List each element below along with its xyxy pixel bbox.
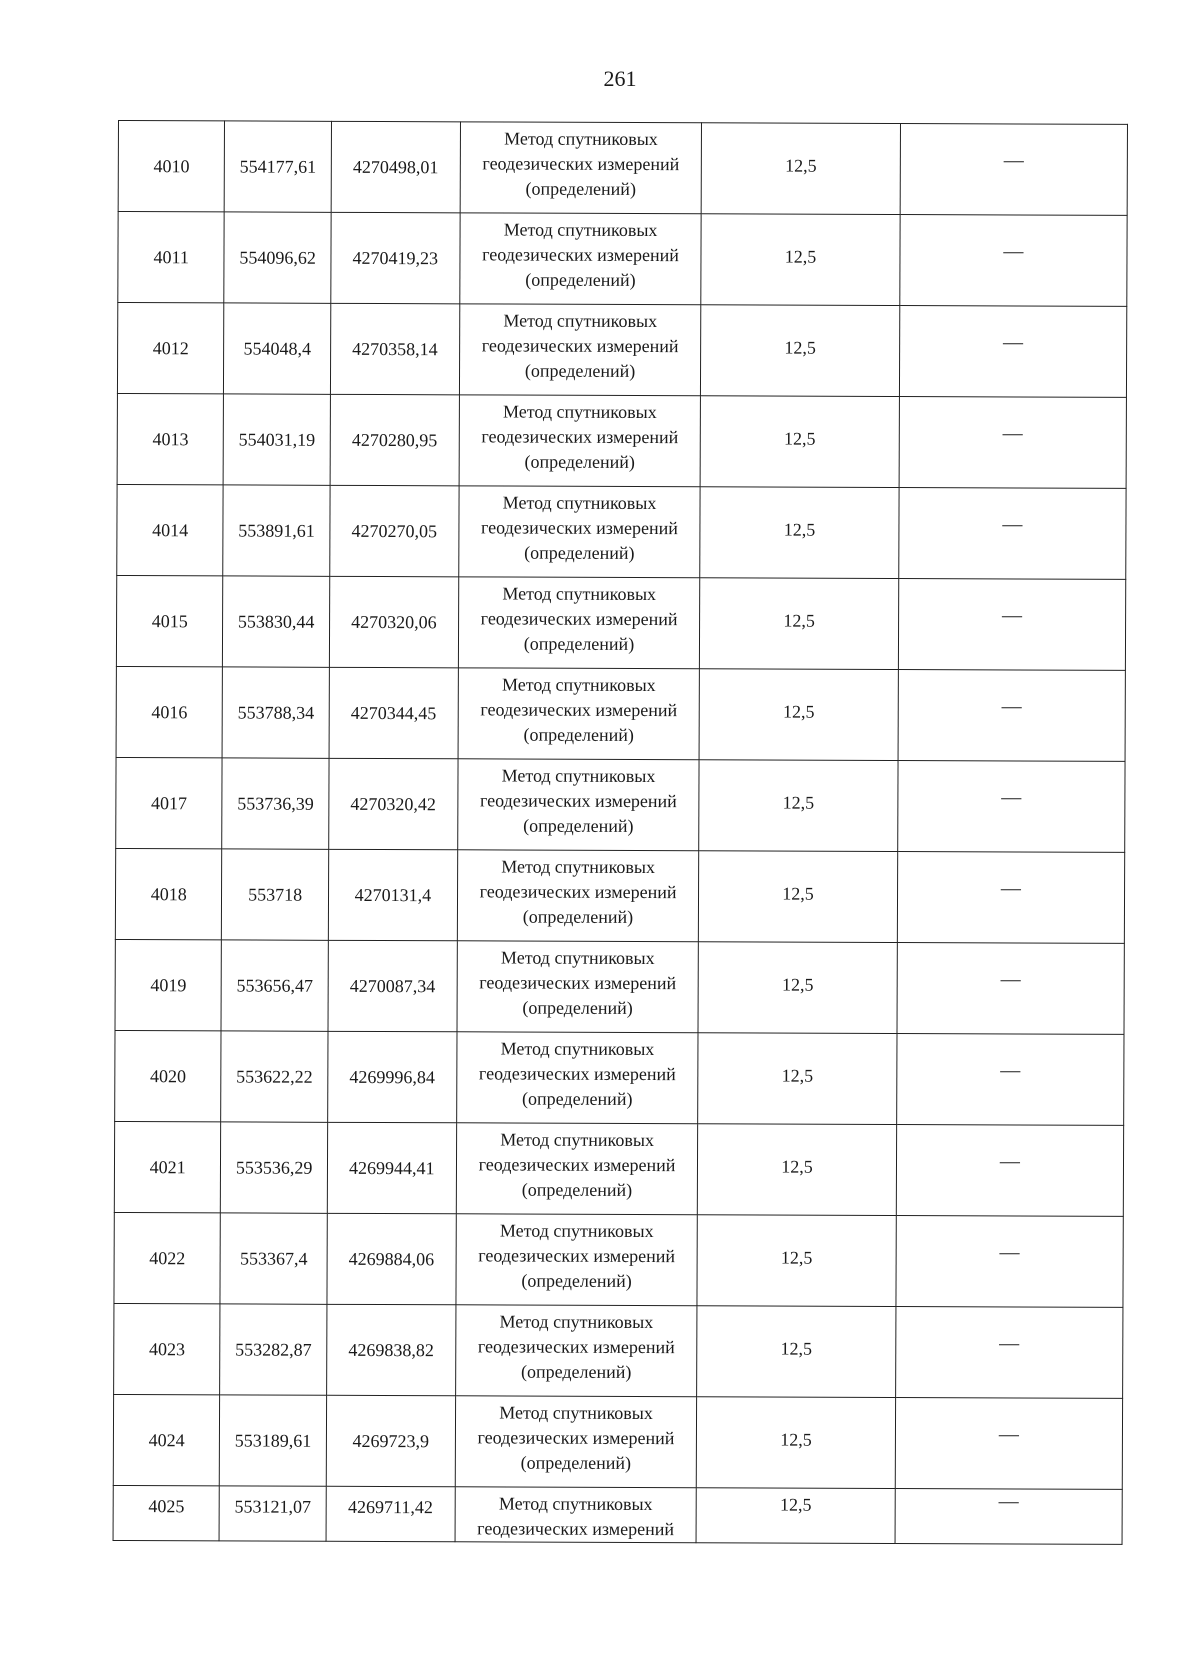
x-coordinate-cell: 554177,61 (225, 121, 332, 212)
accuracy-cell: 12,5 (700, 578, 899, 670)
x-coordinate-cell: 553830,44 (223, 576, 330, 667)
x-coordinate-cell: 554048,4 (224, 303, 331, 394)
note-cell: — (897, 851, 1125, 943)
method-line: геодезических измерений (478, 1245, 676, 1267)
method-line: геодезических измерений (482, 244, 679, 266)
table-row (114, 1212, 1123, 1307)
method-line: геодезических измерений (477, 1518, 675, 1540)
method-cell (459, 395, 701, 487)
note-cell: — (895, 1306, 1123, 1398)
method-line: (определений) (523, 815, 634, 836)
method-cell (455, 1305, 697, 1397)
method-cell (456, 1214, 698, 1306)
x-coordinate-cell: 553367,4 (220, 1213, 327, 1304)
method-line: Метод спутниковых (504, 128, 658, 150)
method-cell (458, 577, 700, 669)
method-line: геодезических измерений (479, 790, 677, 812)
note-cell: — (898, 669, 1126, 761)
method-line: (определений) (521, 1270, 632, 1291)
method-cell (459, 486, 701, 578)
note-cell: — (897, 760, 1125, 852)
method-cell (460, 213, 702, 305)
accuracy-cell: 12,5 (701, 305, 900, 397)
point-number-cell: 4011 (118, 212, 225, 303)
note-cell: — (896, 1033, 1124, 1125)
y-coordinate-cell: 4270344,45 (329, 667, 458, 758)
accuracy-cell: 12,5 (699, 851, 898, 943)
y-coordinate-cell: 4270087,34 (328, 940, 457, 1031)
method-line: геодезических измерений (477, 1427, 675, 1449)
y-coordinate-cell: 4269944,41 (327, 1122, 456, 1213)
note-cell: — (896, 1124, 1124, 1216)
note-cell: — (900, 215, 1128, 307)
method-line: (определений) (524, 360, 636, 381)
accuracy-cell: 12,5 (696, 1488, 895, 1544)
table-row (118, 121, 1127, 216)
point-number-cell: 4010 (118, 121, 225, 212)
coordinates-table (113, 120, 1128, 1545)
table-body (113, 121, 1127, 1545)
accuracy-cell: 12,5 (697, 1397, 896, 1489)
note-cell: — (895, 1397, 1123, 1489)
y-coordinate-cell: 4270320,42 (329, 758, 458, 849)
accuracy-cell: 12,5 (698, 1124, 897, 1216)
method-line: геодезических измерений (481, 426, 679, 448)
table-row (117, 393, 1126, 488)
x-coordinate-cell: 553736,39 (222, 758, 329, 849)
table-row (113, 1485, 1122, 1544)
point-number-cell: 4017 (116, 757, 223, 848)
method-line: (определений) (524, 451, 635, 472)
accuracy-cell: 12,5 (698, 1033, 897, 1125)
method-line: геодезических измерений (481, 517, 678, 539)
method-line: геодезических измерений (477, 1336, 675, 1358)
point-number-cell: 4024 (113, 1394, 220, 1485)
note-cell: — (895, 1488, 1122, 1544)
method-line: Метод спутниковых (503, 219, 658, 241)
table-row (115, 1030, 1124, 1125)
method-line: геодезических измерений (479, 881, 677, 903)
method-line: Метод спутниковых (500, 1038, 655, 1060)
note-cell: — (900, 124, 1128, 216)
method-line: (определений) (520, 1452, 632, 1473)
note-cell: — (898, 579, 1126, 671)
method-line: (определений) (520, 1361, 632, 1382)
method-cell (460, 122, 702, 214)
x-coordinate-cell: 553282,87 (220, 1304, 327, 1395)
method-line: геодезических измерений (482, 153, 680, 175)
note-cell: — (899, 306, 1127, 398)
table-row (115, 939, 1124, 1034)
point-number-cell: 4019 (115, 939, 222, 1030)
accuracy-cell: 12,5 (697, 1306, 896, 1398)
method-line: (определений) (522, 997, 633, 1018)
method-line: Метод спутниковых (498, 1493, 653, 1515)
note-cell: — (899, 488, 1127, 580)
x-coordinate-cell: 553189,61 (220, 1395, 327, 1486)
y-coordinate-cell: 4270358,14 (330, 303, 459, 394)
method-line: (определений) (522, 1088, 633, 1109)
accuracy-cell: 12,5 (699, 760, 898, 852)
table-row (114, 1121, 1123, 1216)
method-line: Метод спутниковых (501, 765, 656, 787)
accuracy-cell: 12,5 (698, 942, 897, 1034)
method-cell (456, 1032, 698, 1124)
method-cell (456, 1123, 698, 1215)
y-coordinate-cell: 4270320,06 (329, 576, 458, 667)
x-coordinate-cell: 554096,62 (224, 212, 331, 303)
accuracy-cell: 12,5 (697, 1215, 896, 1307)
method-line: Метод спутниковых (500, 1129, 655, 1151)
page-number: 261 (603, 66, 637, 91)
y-coordinate-cell: 4270498,01 (331, 121, 460, 212)
table-row (116, 575, 1125, 670)
method-cell (455, 1487, 697, 1543)
method-line: геодезических измерений (479, 972, 677, 994)
x-coordinate-cell: 553536,29 (221, 1122, 328, 1213)
table-row (116, 757, 1125, 852)
point-number-cell: 4016 (116, 666, 223, 757)
method-line: (определений) (523, 724, 634, 745)
point-number-cell: 4013 (117, 393, 224, 484)
y-coordinate-cell: 4269723,9 (326, 1395, 455, 1486)
method-line: Метод спутниковых (499, 1220, 654, 1242)
x-coordinate-cell: 553788,34 (222, 667, 329, 758)
method-line: Метод спутниковых (499, 1311, 654, 1333)
x-coordinate-cell: 553891,61 (223, 485, 330, 576)
accuracy-cell: 12,5 (700, 396, 899, 488)
point-number-cell: 4025 (113, 1485, 220, 1540)
method-line: Метод спутниковых (500, 947, 655, 969)
table-row (116, 666, 1125, 761)
table-row (117, 303, 1126, 398)
method-line: Метод спутниковых (502, 583, 657, 605)
method-cell (459, 304, 701, 396)
x-coordinate-cell: 553121,07 (219, 1486, 326, 1541)
method-line: геодезических измерений (480, 699, 678, 721)
table-row (118, 212, 1127, 307)
method-cell (457, 850, 699, 942)
method-cell (457, 941, 699, 1033)
point-number-cell: 4022 (114, 1212, 221, 1303)
y-coordinate-cell: 4270270,05 (330, 485, 459, 576)
method-line: Метод спутниковых (501, 856, 656, 878)
accuracy-cell: 12,5 (699, 669, 898, 761)
table-row (115, 848, 1124, 943)
method-line: (определений) (523, 633, 635, 654)
note-cell: — (899, 397, 1127, 489)
y-coordinate-cell: 4270280,95 (330, 394, 459, 485)
point-number-cell: 4012 (117, 303, 224, 394)
method-line: (определений) (525, 269, 636, 290)
method-line: Метод спутниковых (501, 674, 656, 696)
method-cell (458, 668, 700, 760)
method-line: геодезических измерений (481, 335, 679, 357)
point-number-cell: 4015 (116, 575, 223, 666)
point-number-cell: 4018 (115, 848, 222, 939)
method-line: (определений) (524, 542, 635, 563)
method-line: Метод спутниковых (503, 401, 657, 423)
method-line: Метод спутниковых (502, 492, 657, 514)
x-coordinate-cell: 554031,19 (224, 394, 331, 485)
accuracy-cell: 12,5 (700, 487, 899, 579)
accuracy-cell: 12,5 (701, 214, 900, 306)
x-coordinate-cell: 553622,22 (221, 1031, 328, 1122)
method-line: геодезических измерений (480, 608, 678, 630)
accuracy-cell: 12,5 (701, 123, 900, 215)
point-number-cell: 4020 (115, 1030, 222, 1121)
y-coordinate-cell: 4269884,06 (327, 1213, 456, 1304)
y-coordinate-cell: 4269711,42 (326, 1486, 455, 1541)
method-line: (определений) (521, 1179, 633, 1200)
method-line: (определений) (525, 178, 636, 199)
note-cell: — (897, 942, 1125, 1034)
y-coordinate-cell: 4270131,4 (328, 849, 457, 940)
method-line: Метод спутниковых (499, 1402, 653, 1424)
x-coordinate-cell: 553718 (222, 849, 329, 940)
method-line: геодезических измерений (478, 1063, 676, 1085)
y-coordinate-cell: 4270419,23 (331, 212, 460, 303)
table-row (117, 484, 1126, 579)
point-number-cell: 4023 (114, 1303, 221, 1394)
table-row (114, 1303, 1123, 1398)
y-coordinate-cell: 4269838,82 (326, 1304, 455, 1395)
y-coordinate-cell: 4269996,84 (327, 1031, 456, 1122)
point-number-cell: 4014 (117, 484, 224, 575)
table-row (113, 1394, 1122, 1489)
method-cell (455, 1396, 697, 1488)
method-line: Метод спутниковых (503, 310, 658, 332)
method-cell (457, 759, 699, 851)
note-cell: — (896, 1215, 1124, 1307)
method-line: геодезических измерений (478, 1154, 676, 1176)
point-number-cell: 4021 (114, 1121, 221, 1212)
x-coordinate-cell: 553656,47 (221, 940, 328, 1031)
method-line: (определений) (522, 906, 634, 927)
